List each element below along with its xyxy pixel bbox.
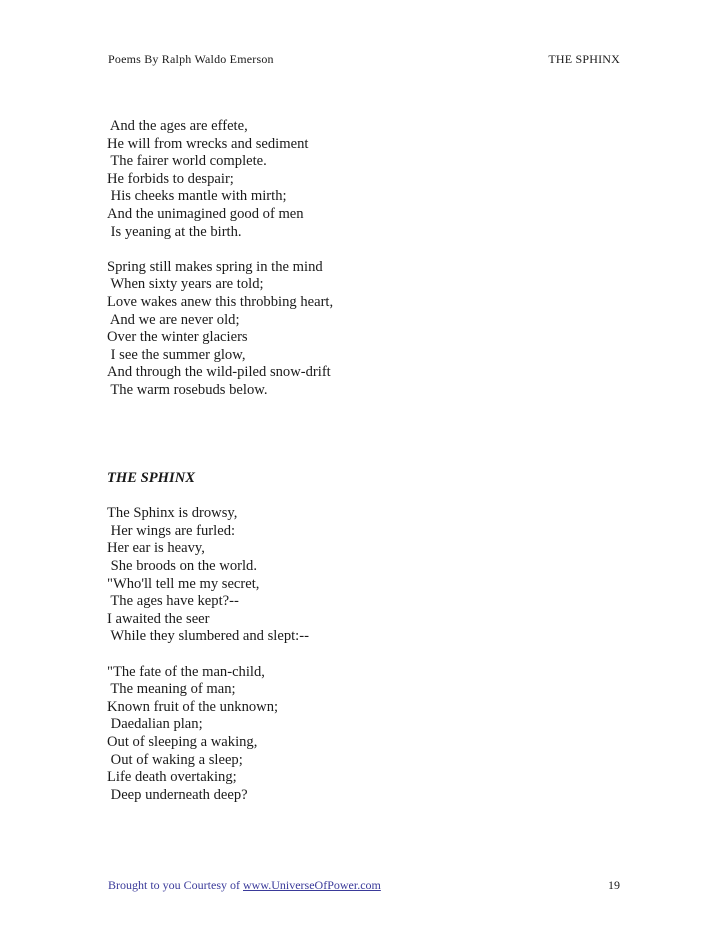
header-book-title: Poems By Ralph Waldo Emerson — [108, 52, 274, 66]
poem-line: He will from wrecks and sediment — [107, 135, 309, 152]
poem-line: His cheeks mantle with mirth; — [107, 188, 287, 205]
poem-line: And the ages are effete, — [107, 118, 248, 134]
poem-line: And through the wild-piled snow-drift — [107, 364, 331, 381]
footer-courtesy — [108, 878, 381, 893]
header-section-title: THE SPHINX — [548, 52, 620, 66]
poem-line: Known fruit of the unknown; — [107, 698, 279, 715]
page-content — [107, 118, 627, 804]
poem-line: She broods on the world. — [107, 558, 257, 575]
poem-line: Love wakes anew this throbbing heart, — [107, 293, 334, 310]
poem-title: THE SPHINX — [107, 470, 195, 487]
poem-line: Is yeaning at the birth. — [107, 223, 242, 240]
poem-line: Spring still makes spring in the mind — [107, 258, 323, 275]
poem-line: Life death overtaking; — [107, 769, 237, 786]
stanza — [107, 664, 627, 805]
poem-line: I see the summer glow, — [107, 346, 246, 363]
stanza — [107, 505, 627, 646]
poem-line: The ages have kept?-- — [107, 593, 239, 610]
poem-line: While they slumbered and slept:-- — [107, 628, 309, 645]
poem-line: The warm rosebuds below. — [107, 381, 268, 398]
poem-line: And the unimagined good of men — [107, 205, 304, 222]
poem-line: He forbids to despair; — [107, 170, 234, 187]
poem-line: Out of sleeping a waking, — [107, 734, 258, 750]
poem-line: "The fate of the man-child, — [107, 663, 265, 680]
poem-line: I awaited the seer — [107, 610, 210, 627]
poem-line: Daedalian plan; — [107, 716, 203, 733]
poem-line: "Who'll tell me my secret, — [107, 575, 260, 592]
stanza — [107, 259, 627, 400]
poem-line: Over the winter glaciers — [107, 329, 248, 346]
stanza — [107, 118, 627, 241]
poem-line: Out of waking a sleep; — [107, 751, 243, 768]
poem-line: And we are never old; — [107, 311, 240, 328]
page-header — [108, 52, 620, 70]
poem-line: Deep underneath deep? — [107, 786, 248, 803]
poem-line: The meaning of man; — [107, 681, 236, 698]
poem-line: The Sphinx is drowsy, — [107, 505, 238, 522]
footer-courtesy-text: Brought to you Courtesy of — [108, 878, 243, 892]
poem-line: Her wings are furled: — [107, 522, 236, 539]
footer-website-link[interactable]: www.UniverseOfPower.com — [243, 878, 381, 892]
poem-line: The fairer world complete. — [107, 153, 267, 170]
page-number: 19 — [608, 878, 620, 892]
poem-line: Her ear is heavy, — [107, 540, 205, 557]
poem-line: When sixty years are told; — [107, 276, 264, 293]
